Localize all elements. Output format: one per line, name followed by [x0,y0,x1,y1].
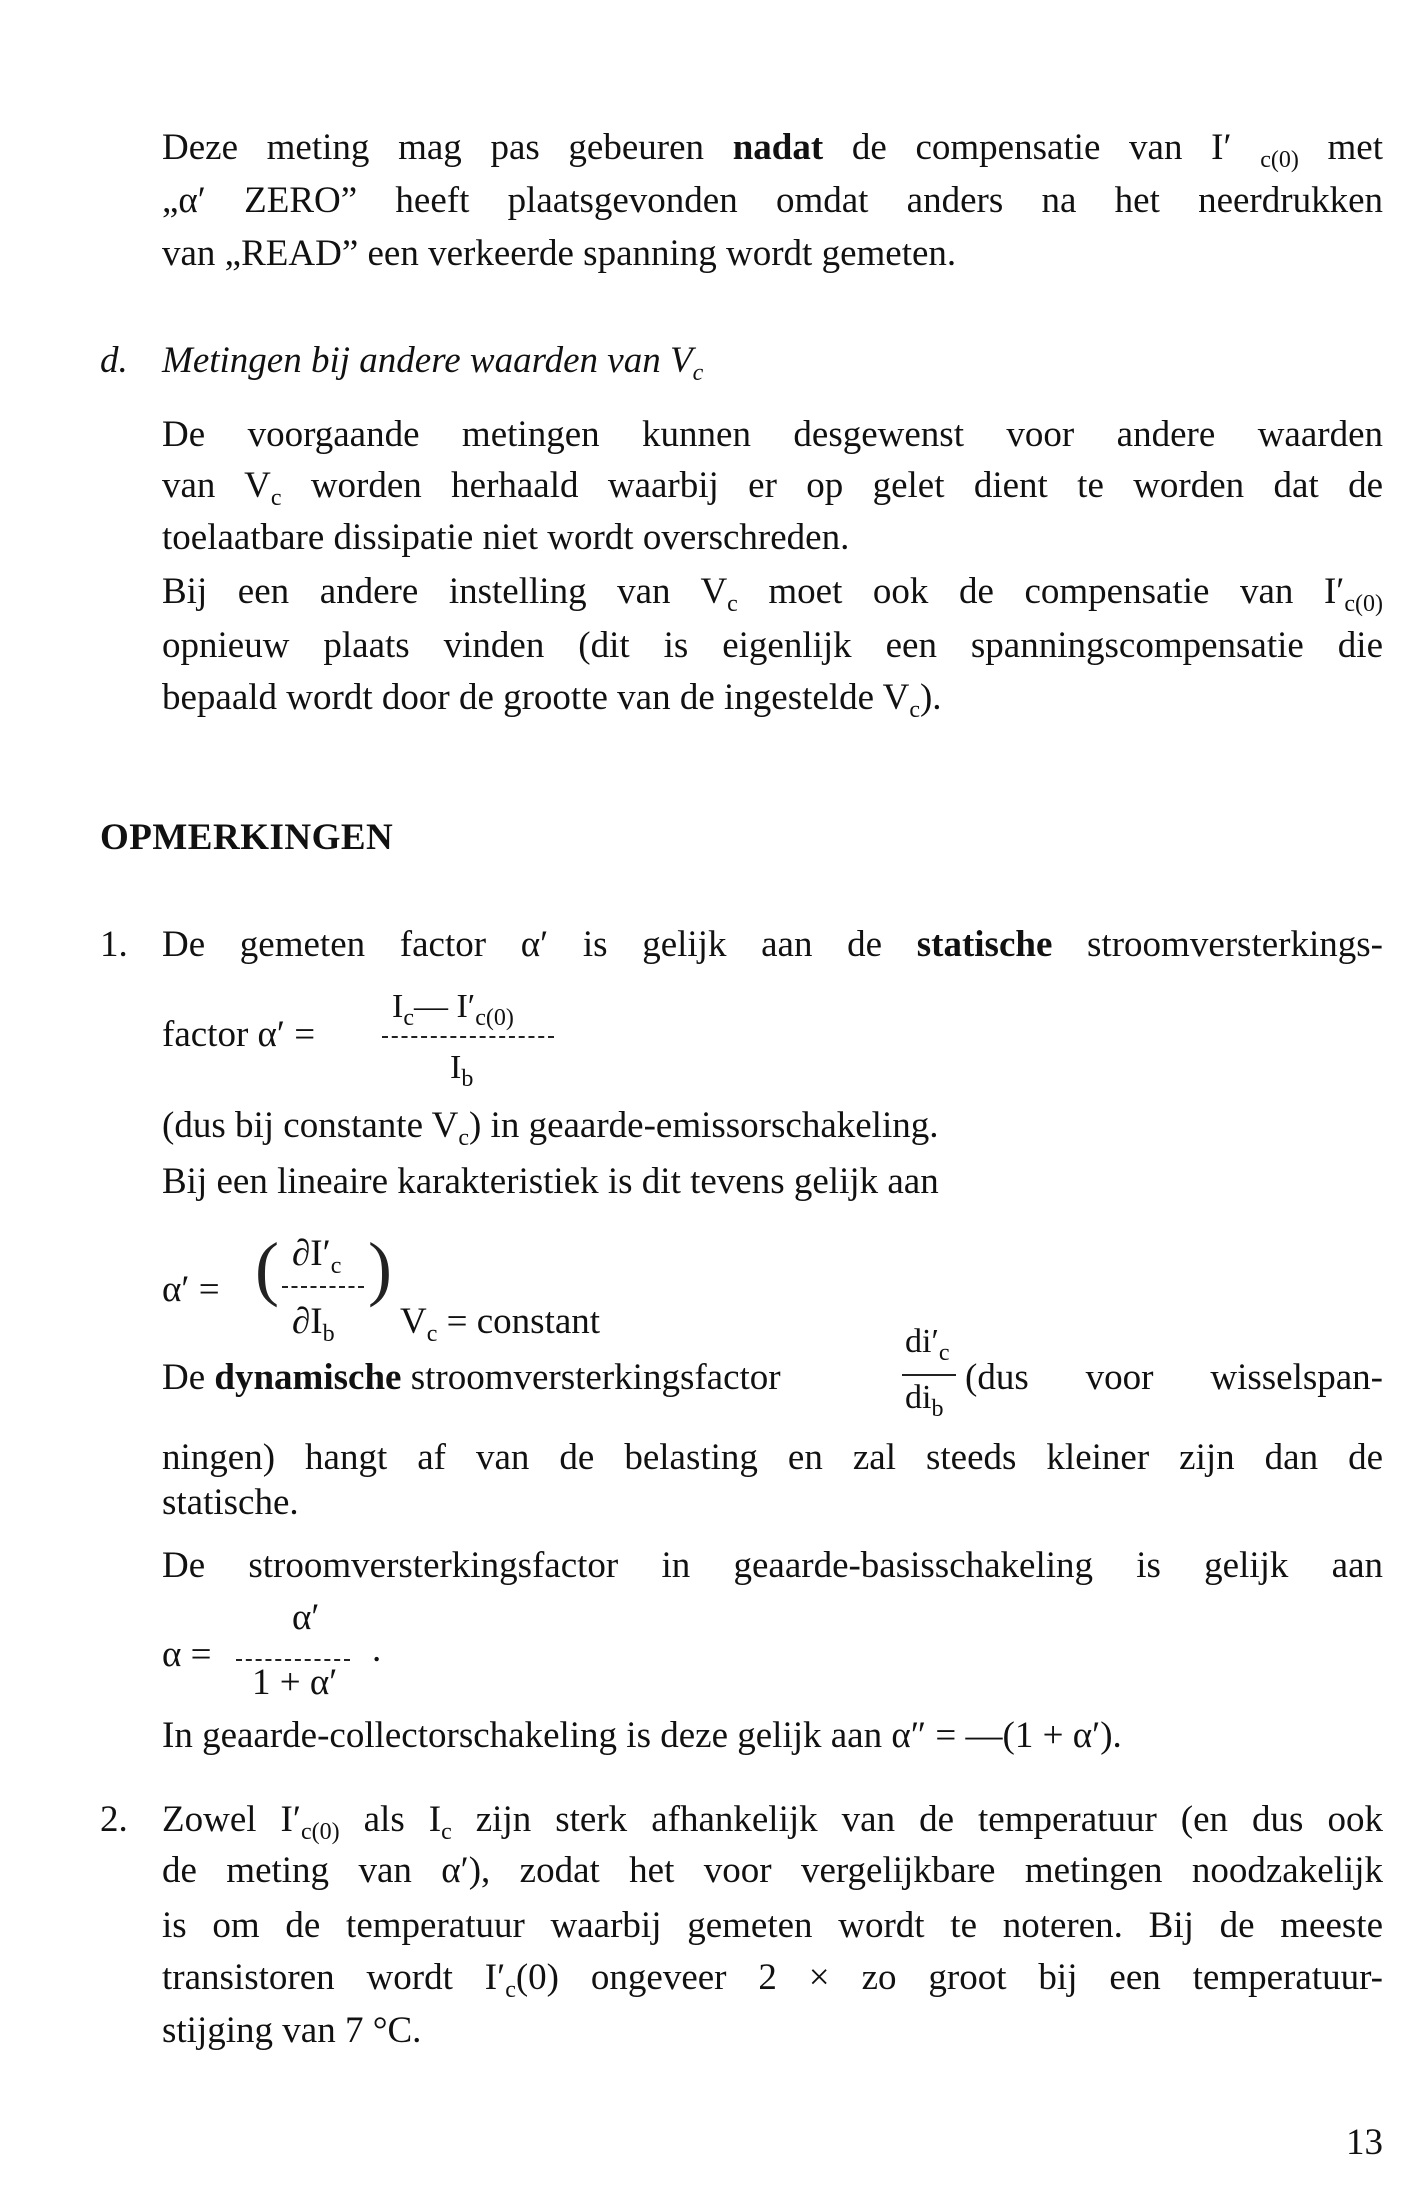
subscript: c(0) [1344,591,1383,617]
item-line: stijging van 7 °C. [162,2010,422,2051]
intro-line: „α′ ZERO” heeft plaatsgevonden omdat anders na het neerdrukken [162,180,1383,221]
formula-trail: . [372,1629,382,1670]
left-paren: ( [255,1228,279,1308]
dynamic-text-after: (dus voor wisselspan- [965,1357,1383,1398]
subscript: c [727,591,738,617]
item-line: transistoren wordt $I'_c(0)$ ongeveer 2 × zo groot bij een temperatuur- [162,1957,1383,2003]
subscript: c(0) [1260,147,1299,173]
dynamic-text: De dynamische stroomversterkingsfactor [162,1357,781,1398]
formula-numerator: α′ [292,1597,320,1638]
formula-numerator: $di'_c$ [905,1323,950,1366]
section-title: Metingen bij andere waarden van $V_c$ [162,340,704,386]
formula-numerator: $\partial I'_c$ [292,1233,342,1279]
formula-denominator: $I_b$ [450,1049,474,1092]
item-marker: 2. [100,1799,128,1840]
item-line: statische. [162,1482,299,1523]
fraction-bar [382,1036,554,1038]
subscript: c [426,1321,438,1347]
item-line: In geaarde-collectorschakeling is deze gelijk aan α″ = —(1 + α′). [162,1715,1122,1756]
fraction-bar [282,1286,364,1288]
formula-numerator: $I_c—$ $I'_{c(0)}$ [392,988,514,1031]
item-line: ningen) hangt af van de belasting en zal steeds kleiner zijn dan de [162,1437,1383,1478]
formula-denominator: $\partial I_b$ [292,1301,335,1347]
formula-lhs: factor α′ = [162,1014,316,1055]
page-number: 13 [1346,2122,1383,2163]
section-line: bepaald wordt door de grootte van de ingestelde $V_c$). [162,677,942,723]
bold-text: dynamische [214,1357,402,1398]
subscript: c [909,697,920,723]
section-line: De voorgaande metingen kunnen desgewenst voor andere waarden [162,414,1383,455]
section-marker: d. [100,340,128,381]
bold-text: nadat [732,127,824,168]
subscript: b [322,1321,335,1347]
bold-text: statische [916,924,1053,965]
subscript: c [403,1005,414,1031]
section-line: opnieuw plaats vinden (dit is eigenlijk een spanningscompensatie die [162,625,1383,666]
formula-denominator: $di_b$ [905,1379,944,1422]
subscript: c [505,1977,516,2003]
subscript: b [461,1066,474,1092]
intro-line: van „READ” een verkeerde spanning wordt gemeten. [162,233,957,274]
formula-denominator: 1 + α′ [252,1662,338,1703]
subscript: c [330,1253,342,1279]
section-line: Bij een andere instelling van $V_c$ moet ook de compensatie van $I'_{c(0)}$ [162,571,1383,617]
formula-lhs: α = [162,1634,212,1675]
subscript: c [458,1125,469,1151]
item-line: Zowel $I'_{c(0)}$ als $I_c$ zijn sterk afhankelijk van de temperatuur (en dus ook [162,1799,1383,1845]
item-line: (dus bij constante $V_c$) in geaarde-emissorschakeling. [162,1105,939,1151]
subscript: c [441,1819,452,1845]
subscript: c(0) [475,1005,514,1031]
subscript: c [692,360,704,386]
remarks-heading: OPMERKINGEN [100,817,394,858]
subscript: c [270,485,282,511]
formula-condition: $V_c$ = constant [400,1301,601,1347]
item-marker: 1. [100,924,128,965]
right-paren: ) [368,1228,392,1308]
subscript: c [938,1340,950,1366]
item-line: De gemeten factor α′ is gelijk aan de statische stroomversterkings- [162,924,1383,965]
section-line: van $V_c$ worden herhaald waarbij er op gelet dient te worden dat de [162,465,1383,511]
intro-line: Deze meting mag pas gebeuren nadat de compensatie van I′ $_{c(0)}$ met [162,127,1384,173]
formula-lhs: α′ = [162,1269,220,1310]
item-line: Bij een lineaire karakteristiek is dit tevens gelijk aan [162,1161,939,1202]
subscript: b [931,1396,944,1422]
item-line: is om de temperatuur waarbij gemeten wordt te noteren. Bij de meeste [162,1905,1383,1946]
subscript: c(0) [300,1819,340,1845]
section-line: toelaatbare dissipatie niet wordt overschreden. [162,517,850,558]
item-line: De stroomversterkingsfactor in geaarde-basisschakeling is gelijk aan [162,1545,1383,1586]
item-line: de meting van α′), zodat het voor vergelijkbare metingen noodzakelijk [162,1850,1383,1891]
